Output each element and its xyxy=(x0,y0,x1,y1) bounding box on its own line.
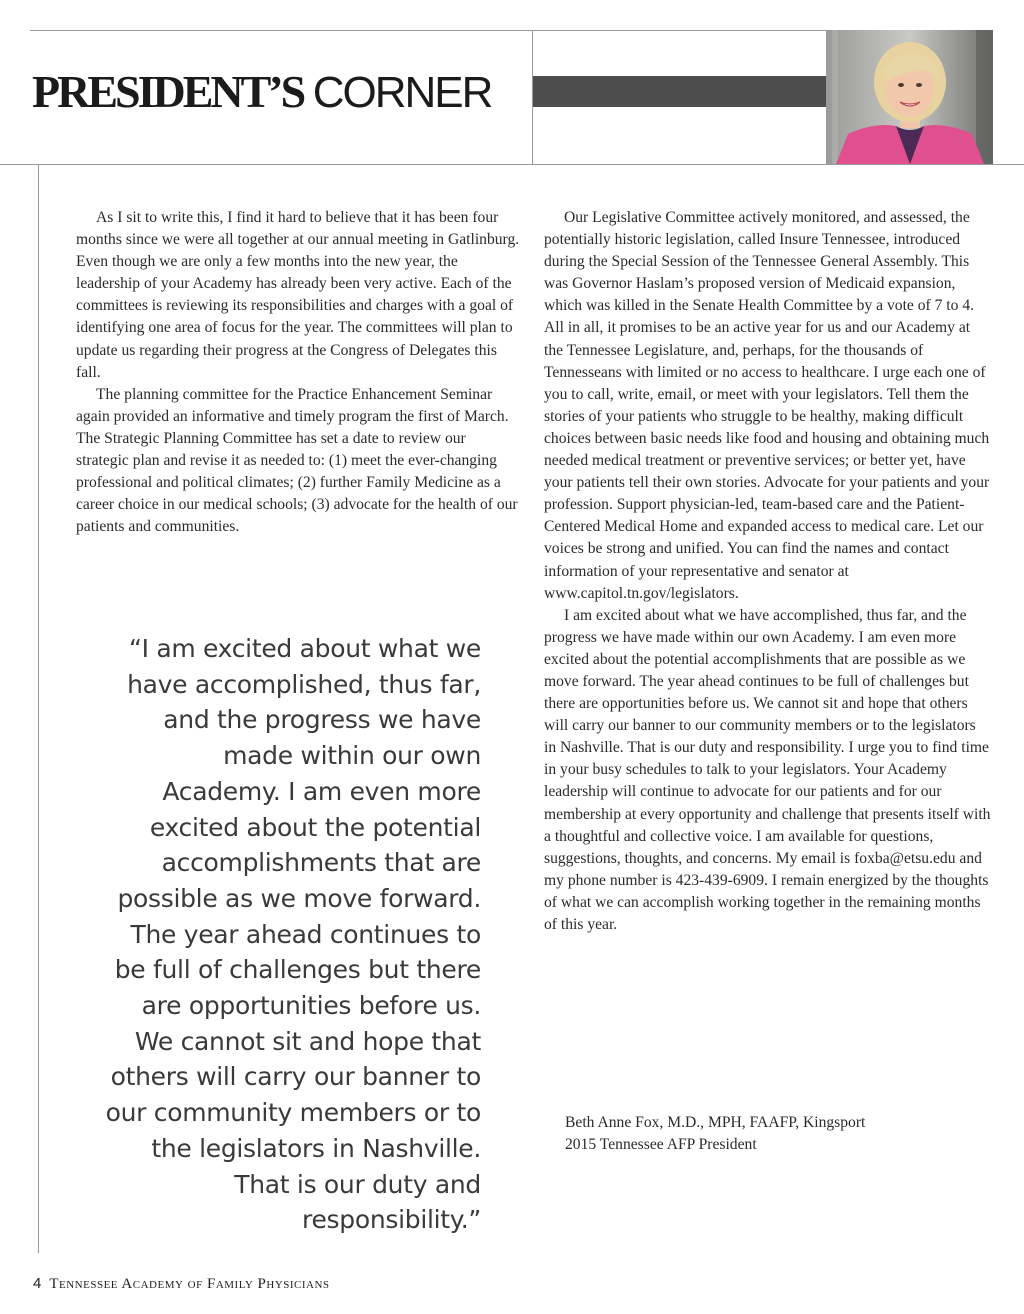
page-number: 4 xyxy=(33,1275,42,1292)
left-paragraph-1: As I sit to write this, I find it hard to believe that it has been four months since we were all together at our annual meeting in Gatlinburg. Even though we are only a few months into the new year, the leadership of your Academy has already been very active. Each of the committees is reviewing its responsibilities and charges with a goal of identifying one area of focus for the year. The committees will plan to update us regarding their progress at the Congress of Delegates this fall. xyxy=(76,209,520,381)
portrait-illustration xyxy=(826,30,993,164)
page-title xyxy=(32,62,491,123)
signature xyxy=(565,1112,865,1156)
right-paragraph-1: Our Legislative Committee actively monitored, and assessed, the potentially historic legislation, called Insure Tennessee, introduced during the Special Session of the Tennessee General Assembly. This was Governor Haslam’s proposed version of Medicaid expansion, which was killed in the Senate Health Committee by a vote of 7 to 4. All in all, it promises to be an active year for us and our Academy at the Tennessee Legislature, and, perhaps, for the thousands of Tennesseans with limited or no access to healthcare. I urge each one of you to call, write, email, or meet with your legislators. Tell them the stories of your patients who struggle to be healthy, making difficult choices between basic needs like food and housing and obtaining much needed medical treatment or preventive services; or better yet, have your patients tell their own stories. Advocate for your patients and your profession. Support physician-led, team-based care and the Patient-Centered Medical Home and expanded access to medical care. Let our voices be strong and unified. You can find the names and contact information of your representative and senator at www.capitol.tn.gov/legislators. xyxy=(544,209,990,602)
right-column xyxy=(544,207,991,936)
title-light: CORNER xyxy=(312,68,492,117)
president-portrait xyxy=(826,30,993,164)
right-paragraph-2: I am excited about what we have accomplished, thus far, and the progress we have made within our own Academy. I am even more excited about the potential accomplishments that are possible as we move forward. The year ahead continues to be full of challenges but there are opportunities before us. We cannot sit and hope that others will carry our banner to our community members or to the legislators in Nashville. That is our duty and responsibility. I urge you to find time in your busy schedules to talk to your legislators. Your Academy leadership will continue to advocate for our patients and for our membership at every opportunity and challenge that presents itself with a thoughtful and collective voice. I am available for questions, suggestions, thoughts, and concerns. My email is foxba@etsu.edu and my phone number is 423-439-6909. I remain energized by the thoughts of what we can accomplish working together in the remaining months of this year. xyxy=(544,606,991,933)
header-bottom-rule xyxy=(0,164,1024,165)
signature-name: Beth Anne Fox, M.D., MPH, FAAFP, Kingsport xyxy=(565,1114,866,1131)
left-margin-rule xyxy=(38,165,39,1253)
signature-role: 2015 Tennessee AFP President xyxy=(565,1136,757,1154)
left-paragraph-2: The planning committee for the Practice Enhancement Seminar again provided an informative and timely program the first of March. The Strategic Planning Committee has set a date to review our strategic plan and revise it as needed to: (1) meet the ever-changing professional and political climates; (2) further Family Medicine as a career choice in our medical schools; (3) advocate for the health of our patients and communities. xyxy=(76,385,518,536)
title-bold: PRESIDENT’S xyxy=(32,66,304,117)
pull-quote: “I am excited about what we have accomplished, thus far, and the progress we have made within our own Academy. I am even more excited about the potential accomplishments that are possible as we move forward. The year ahead continues to be full of challenges but there are opportunities before us. We cannot sit and hope that others will carry our banner to our community members or to the legislators in Nashville. That is our duty and responsibility.” xyxy=(105,634,481,1235)
page-footer xyxy=(33,1275,330,1293)
left-column xyxy=(76,207,522,538)
footer-organization: Tennessee Academy of Family Physicians xyxy=(49,1276,330,1292)
header-accent-bar xyxy=(533,76,826,107)
